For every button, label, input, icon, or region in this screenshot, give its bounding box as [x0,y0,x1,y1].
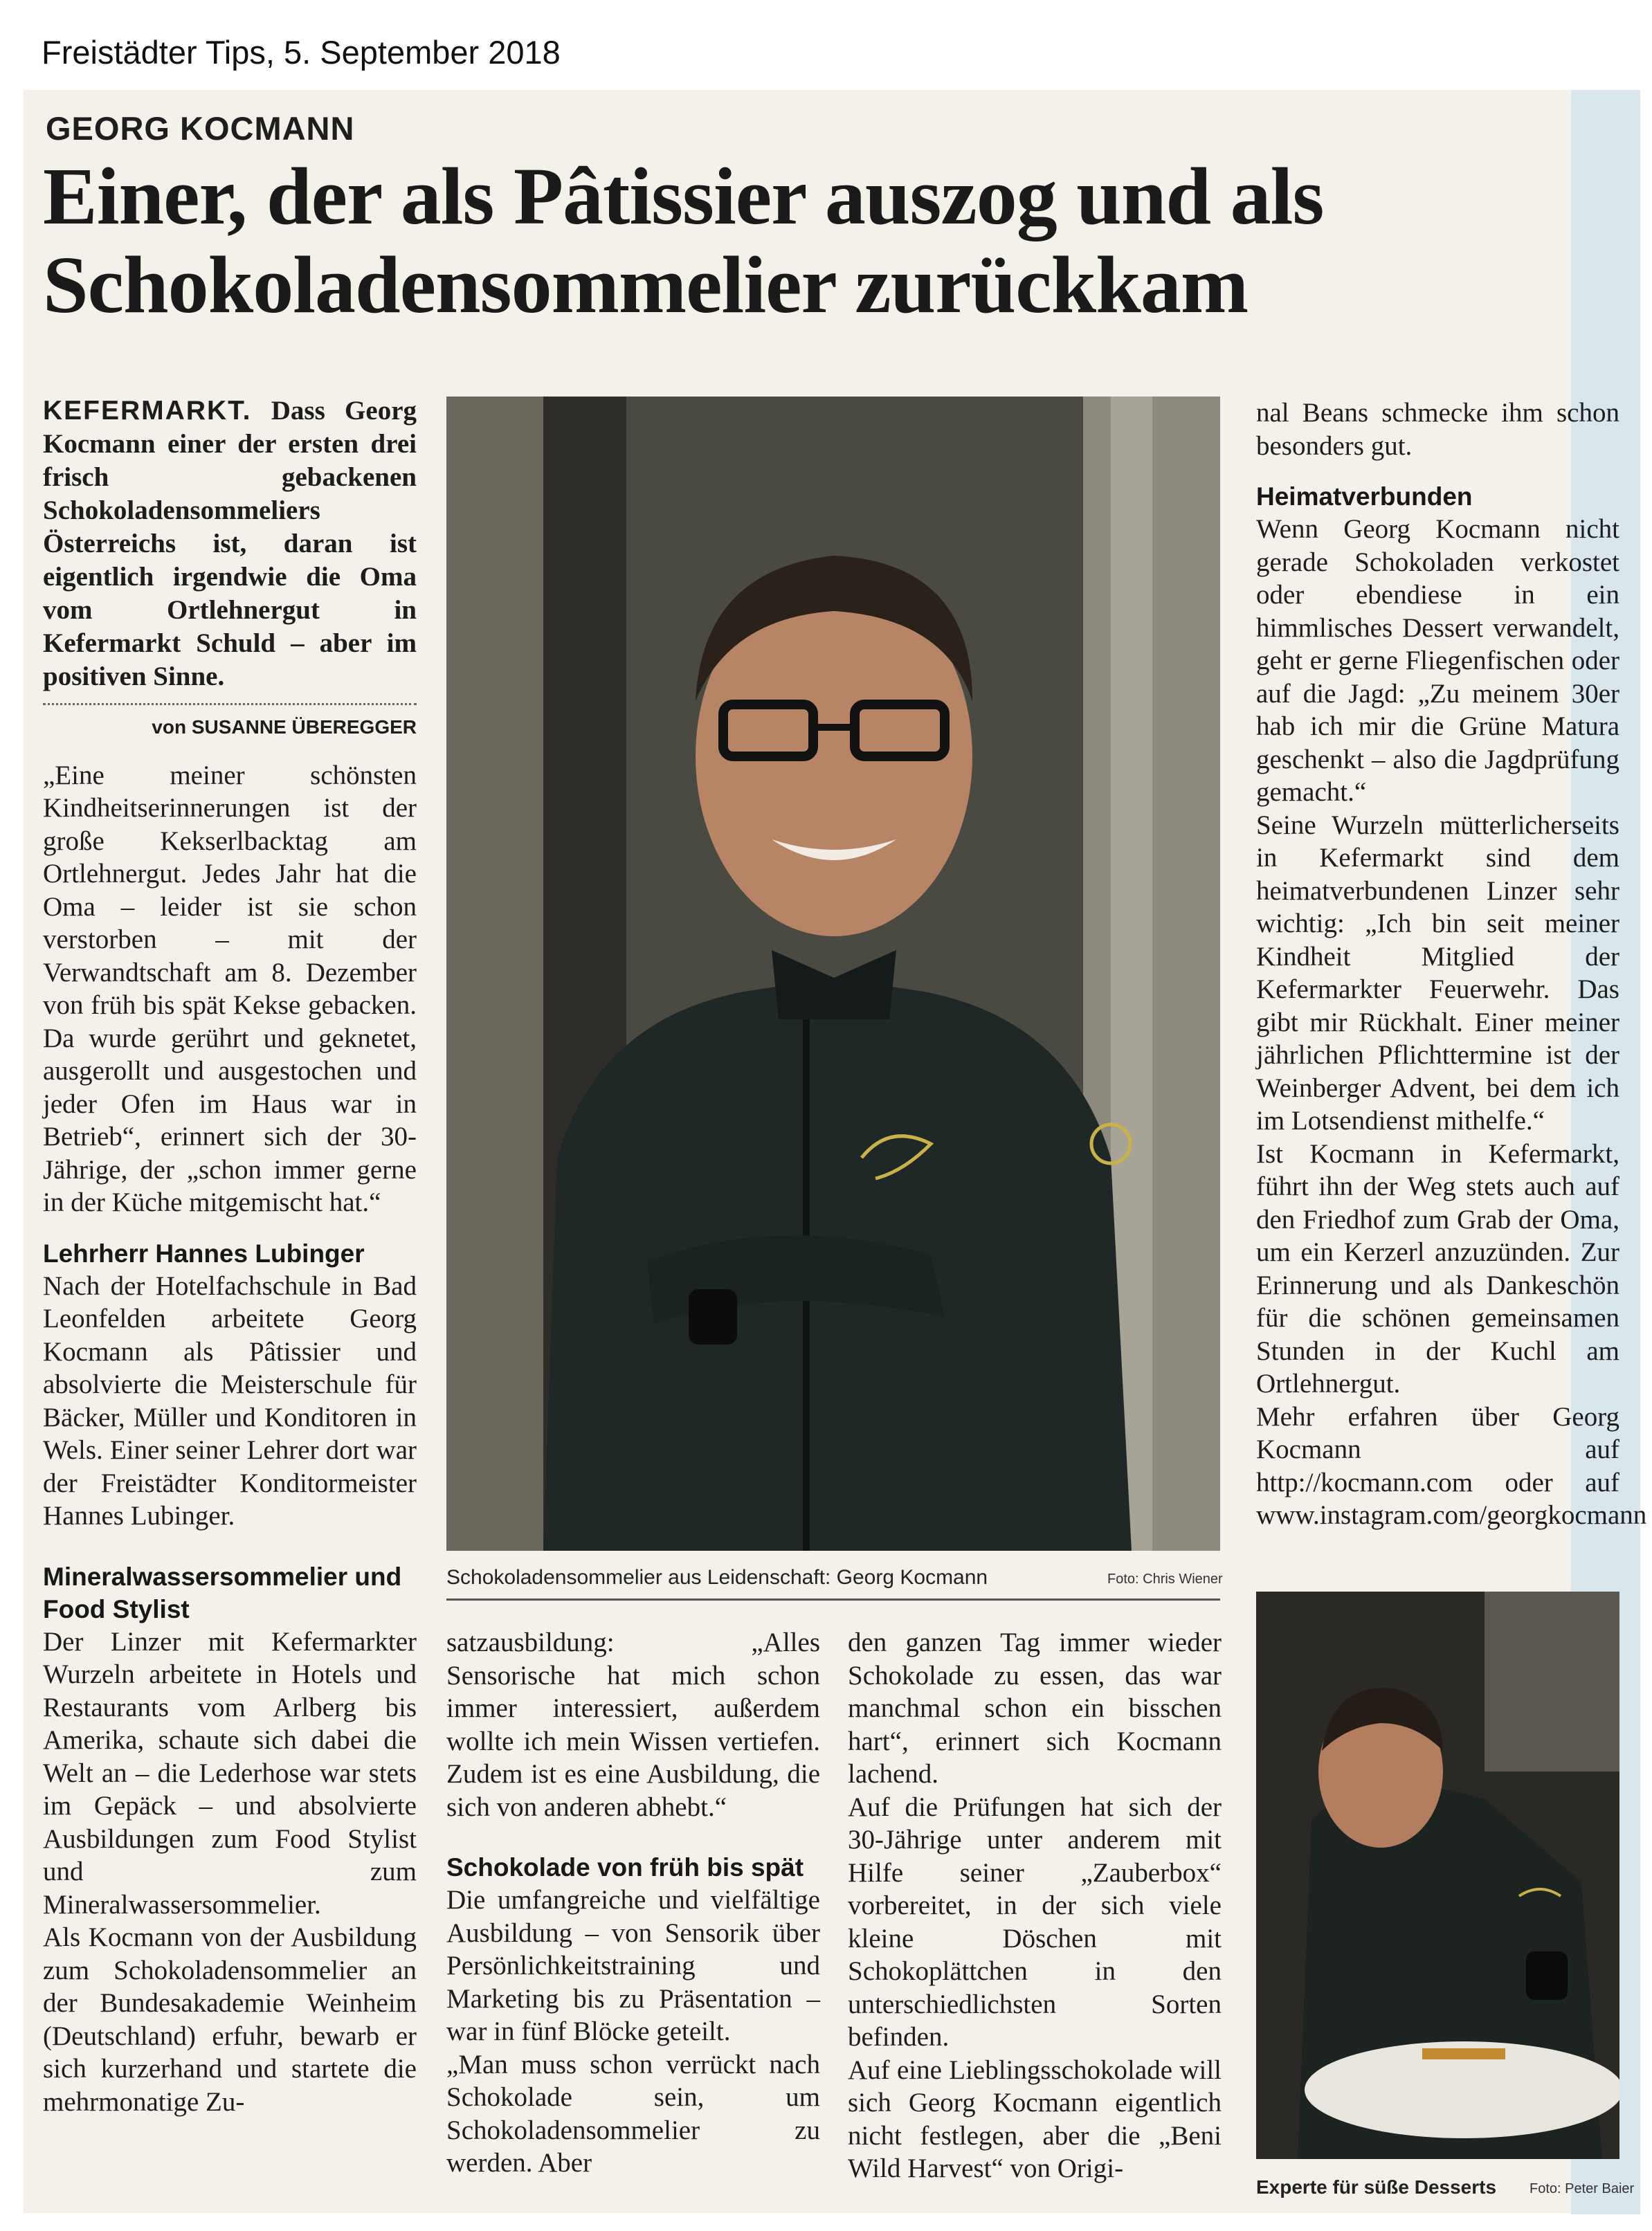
column-2 [446,1626,820,2180]
chef-portrait-image [446,397,1220,1551]
body-paragraph: „Man muss schon verrückt nach Schokolade sein, um Schokoladensommelier zu werden. Aber [446,2049,820,2178]
body-paragraph: Als Kocmann von der Ausbildung zum Schokoladensommelier an der Bundesakademie Weinheim (Deutschland) erfuhr, bewarb er sich kurzerhand und startete die mehrmonatige Zu- [43,1922,417,2117]
intro-text: Dass Georg Kocmann einer der ersten drei frisch gebackenen Schokoladensommeliers Österreichs ist, daran ist eigentlich irgendwie die Oma vom Ortlehnergut in Kefermarkt Schuld – aber im positiven Sinne. [43,396,417,691]
chef-plating-image [1256,1592,1619,2159]
column-3 [848,1626,1222,2185]
body-paragraph: Seine Wurzeln mütterlicherseits in Kefermarkt sind dem heimatverbundenen Linzer sehr wichtig: „Ich bin seit meiner Kindheit Mitglied der Kefermarkter Feuerwehr. Das gibt mir Rückhalt. Einer meiner jährlichen Pflichttermine ist der Weinberger Advent, bei dem ich im Lotsendienst mithelfe.“ [1256,810,1619,1136]
body-paragraph: satzausbildung: „Alles Sensorische hat mich schon immer interessiert, außerdem wollte ich mein Wissen vertiefen. Zudem ist es eine Ausbildung, die sich von anderen abhebt.“ [446,1628,820,1822]
main-photo-credit: Foto: Chris Wiener [1107,1572,1223,1587]
subheading: Mineralwassersommelier und Food Stylist [43,1562,402,1623]
intro-paragraph [43,394,417,693]
secondary-photo [1256,1592,1619,2159]
secondary-photo-credit: Foto: Peter Baier [1530,2181,1635,2196]
body-paragraph: Auf eine Lieblingsschokolade will sich Georg Kocmann eigentlich nicht festlegen, aber die „Beni Wild Harvest“ von Origi- [848,2055,1222,2183]
byline: von SUSANNE ÜBEREGGER [43,703,417,744]
headline-line-2: Schokoladensommelier zurückkam [43,239,1249,330]
body-paragraph: den ganzen Tag immer wieder Schokolade zu essen, das war manchmal schon ein bisschen hart“, erinnert sich Kocmann lachend. [848,1628,1222,1789]
headline [43,152,1628,329]
kicker: GEORG KOCMANN [46,110,355,147]
body-paragraph: Der Linzer mit Kefermarkter Wurzeln arbeitete in Hotels und Restaurants vom Arlberg bis Amerika, schaute sich dabei die Welt an – die Lederhose war stets im Gepäck – und absolvierte Ausbildungen zum Food Stylist und zum Mineralwassersommelier. [43,1626,417,1920]
body-paragraph: Mehr erfahren über Georg Kocmann auf http://kocmann.com oder auf www.instagram.com/georgkocmann [1256,1401,1647,1530]
subheading: Heimatverbunden [1256,482,1473,511]
body-paragraph: nal Beans schmecke ihm schon besonders gut. [1256,398,1619,461]
headline-line-1: Einer, der als Pâtissier auszog und als [43,151,1324,242]
main-photo-caption: Schokoladensommelier aus Leidenschaft: Georg Kocmann [446,1566,988,1589]
body-paragraph: Wenn Georg Kocmann nicht gerade Schokoladen verkostet oder ebendiese in ein himmlisches Dessert verwandelt, geht er gerne Fliegenfischen oder auf die Jagd: „Zu meinem 30er hab ich mir die Grüne Matura geschenkt – also die Jagdprüfung gemacht.“ [1256,514,1619,807]
subheading: Lehrherr Hannes Lubinger [43,1239,365,1268]
body-paragraph: Ist Kocmann in Kefermarkt, führt ihn der Weg stets auch auf den Friedhof zum Grab der Oma, um ein Kerzerl anzuzünden. Zur Erinnerung und als Dankeschön für die schönen gemeinsamen Stunden in der Kuchl am Ortlehnergut. [1256,1138,1619,1399]
dateline: KEFERMARKT. [43,396,252,426]
source-note: Freistädter Tips, 5. September 2018 [42,34,561,71]
caption-rule [446,1599,1220,1601]
body-paragraph: Nach der Hotelfachschule in Bad Leonfelden arbeitete Georg Kocmann als Pâtissier und absolvierte die Meisterschule für Bäcker, Müller und Konditoren in Wels. Einer seiner Lehrer dort war der Freistädter Konditormeister Hannes Lubinger. [43,1271,417,1531]
column-1 [43,394,417,2118]
body-paragraph: Auf die Prüfungen hat sich der 30-Jährige unter anderem mit Hilfe seiner „Zauberbox“ vorbereitet, in der sich viele kleine Döschen mit Schokoplättchen in den unterschiedlichsten Sorten befinden. [848,1792,1222,2052]
subheading: Schokolade von früh bis spät [446,1853,804,1882]
body-paragraph: Die umfangreiche und vielfältige Ausbildung – von Sensorik über Persönlichkeitstraining und Marketing bis zu Präsentation – war in fünf Blöcke geteilt. [446,1885,820,2046]
main-photo [446,397,1220,1551]
body-paragraph: „Eine meiner schönsten Kindheitserinnerungen ist der große Kekserlbacktag am Ortlehnergut. Jedes Jahr hat die Oma – leider ist sie schon verstorben – mit der Verwandtschaft am 8. Dezember von früh bis spät Kekse gebacken. Da wurde gerührt und geknetet, ausgerollt und ausgestochen und jeder Ofen im Haus war in Betrieb“, erinnert sich der 30-Jährige, der „schon immer gerne in der Küche mitgemischt hat.“ [43,760,417,1217]
column-4 [1256,397,1647,1532]
secondary-photo-caption: Experte für süße Desserts [1256,2176,1497,2198]
